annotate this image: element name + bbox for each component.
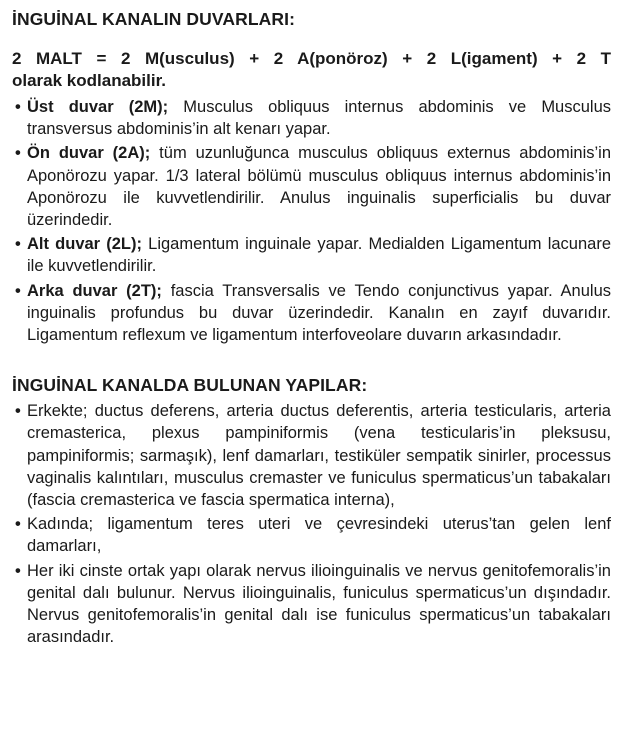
list-item-back-wall <box>12 280 611 347</box>
item-text: fascia Transversalis ve Tendo conjunctivus yapar. Anulus inguinalis profundus bu duvar üzerindedir. Kanalın en zayıf duvarıdır. Ligamentum reflexum ve ligamentum interfoveolare duvarın arkasındadır. <box>27 281 612 345</box>
section-title-structures: İNGUİNAL KANALDA BULUNAN YAPILAR: <box>12 375 368 396</box>
item-text: Musculus obliquus internus abdominis ve Musculus transversus abdominis’in alt kenarı yapar. <box>27 98 612 139</box>
structures-list <box>12 400 611 648</box>
item-label: Alt duvar (2L); <box>27 235 142 254</box>
item-label: Arka duvar (2T); <box>27 281 162 300</box>
item-text: Ligamentum inguinale yapar. Medialden Ligamentum lacunare ile kuvvetlendirilir. <box>27 235 611 276</box>
list-item-front-wall <box>12 142 611 231</box>
item-text: Erkekte; ductus deferens, arteria ductus deferentis, arteria testicularis, arteria cremasterica, plexus pampiniformis (vena testicularis’in pleksusu, pampiniformis; sarmaşık), lenf damarları, testiküler sempatik sinirler, processus vaginalis kalıntıları, musculus cremaster ve funiculus spermaticus’un tabakaları (fascia cremasterica ve fascia spermatica interna), <box>27 402 611 510</box>
bullet-icon: • <box>15 281 21 300</box>
list-item-female <box>12 513 611 557</box>
item-text: tüm uzunluğunca musculus obliquus externus abdominis’in Aponörozu yapar. 1/3 lateral bölümü musculus obliquus internus abdominis’in Aponörozu ile kuvvetlendirilir. Anulus inguinalis superficialis bu duvar üzerindedir. <box>27 144 612 230</box>
list-item-both-sexes <box>12 560 611 649</box>
item-label: Ön duvar (2A); <box>27 144 151 163</box>
list-item-lower-wall <box>12 233 611 277</box>
item-text: Her iki cinste ortak yapı olarak nervus ilioinguinalis ve nervus genitofemoralis’in genital dalı bulunur. Nervus ilioinguinalis, funiculus spermaticus’un dışındadır. Nervus genitofemoralis’in genital dalı ise funiculus spermaticus’un tabakaları arasındadır. <box>27 561 611 647</box>
item-text: Kadında; ligamentum teres uteri ve çevresindeki uterus’tan gelen lenf damarları, <box>27 515 611 556</box>
section-title-walls: İNGUİNAL KANALIN DUVARLARI: <box>12 9 296 29</box>
bullet-icon: • <box>15 235 21 254</box>
bullet-icon: • <box>15 515 21 534</box>
walls-list <box>12 96 611 346</box>
bullet-icon: • <box>15 144 21 163</box>
mnemonic-formula-line-2: olarak kodlanabilir. <box>12 71 167 90</box>
list-item-upper-wall <box>12 96 611 140</box>
mnemonic-formula <box>12 48 611 92</box>
bullet-icon: • <box>15 402 21 421</box>
item-label: Üst duvar (2M); <box>27 98 169 116</box>
bullet-icon: • <box>15 561 21 580</box>
list-item-male <box>12 400 611 511</box>
bullet-icon: • <box>15 98 21 116</box>
mnemonic-formula-line-1: 2 MALT = 2 M(usculus) + 2 A(ponöroz) + 2 L(igament) + 2 T <box>12 49 611 68</box>
